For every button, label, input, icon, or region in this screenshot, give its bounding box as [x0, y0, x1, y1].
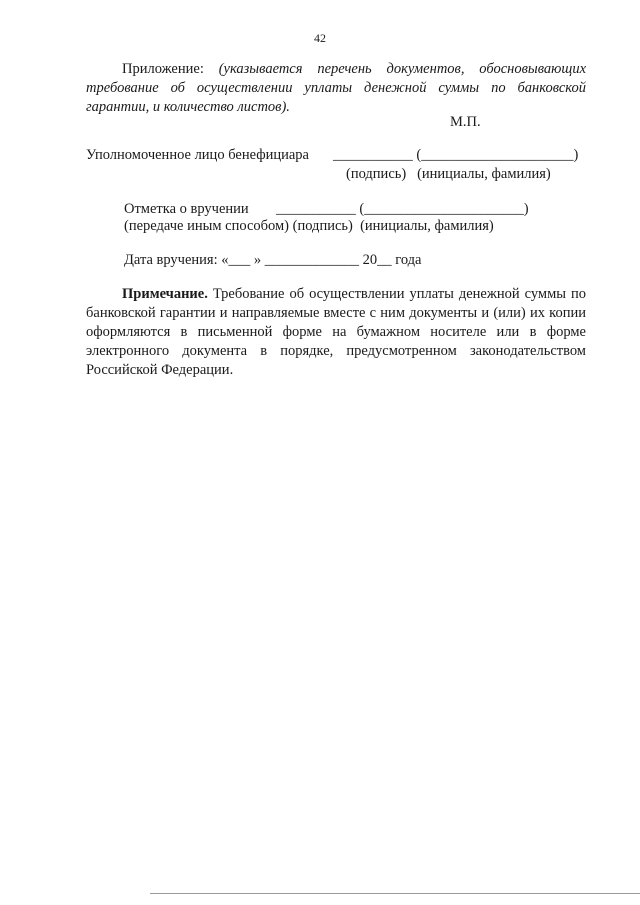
- seal-label: М.П.: [450, 114, 481, 130]
- scan-edge-line: [150, 893, 640, 894]
- note-label: Примечание.: [122, 286, 208, 302]
- note-paragraph: [86, 285, 586, 380]
- page-number: 42: [314, 31, 326, 45]
- beneficiary-signature-blanks: ___________ (_____________________): [333, 147, 579, 163]
- delivery-date-line: Дата вручения: «___ » _____________ 20__ года: [124, 252, 422, 268]
- delivery-mark-blanks: ___________ (______________________): [276, 201, 529, 217]
- beneficiary-label: Уполномоченное лицо бенефициара: [86, 147, 309, 163]
- delivery-mark-captions: (передаче иным способом) (подпись) (инициалы, фамилия): [124, 218, 494, 234]
- appendix-paragraph: [86, 60, 586, 117]
- note-body: Требование об осуществлении уплаты денежной суммы по банковской гарантии и направляемые вместе с ним документы и (или) их копии оформляются в письменной форме на бумажном носителе или в форме электронного документа в порядке, предусмотренном законодательством Российской Федерации.: [86, 286, 586, 378]
- delivery-mark-label: Отметка о вручении: [124, 201, 249, 217]
- appendix-label: Приложение:: [122, 61, 204, 77]
- beneficiary-captions: (подпись) (инициалы, фамилия): [346, 166, 551, 182]
- appendix-description: (указывается перечень документов, обосновывающих требование об осуществлении уплаты денежной суммы по банковской гарантии, и количество листов).: [86, 61, 587, 115]
